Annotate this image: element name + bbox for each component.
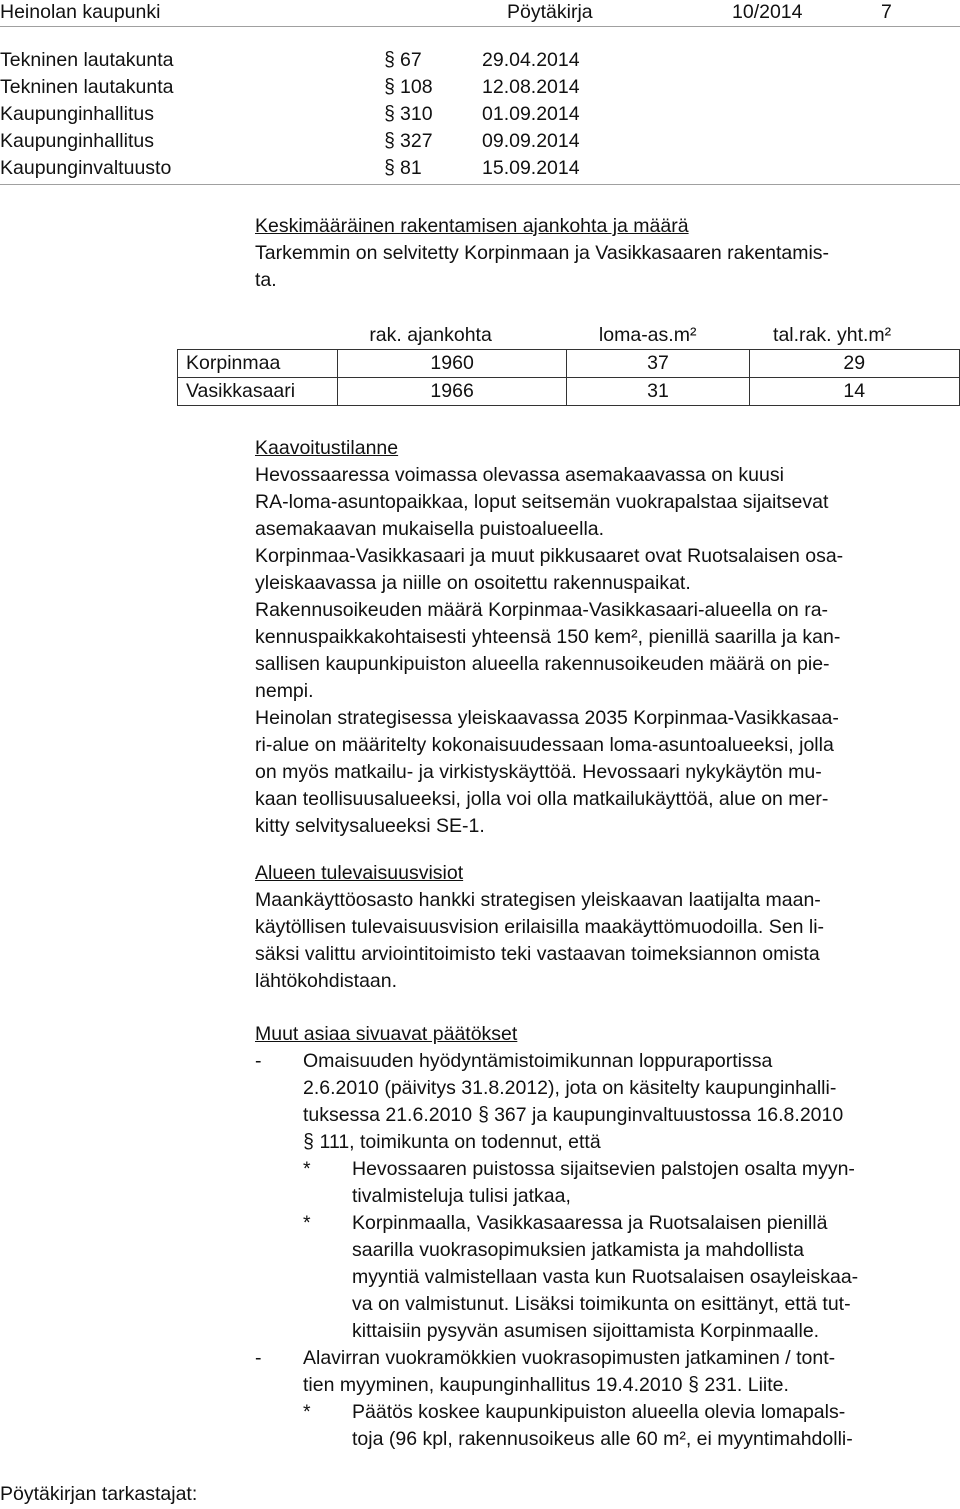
document-type: Pöytäkirja <box>507 1 593 23</box>
history-date: 09.09.2014 <box>482 130 580 152</box>
section-symbol: § <box>688 1374 699 1396</box>
history-section: 108 <box>400 76 433 98</box>
paragraph-line: Rakennusoikeuden määrä Korpinmaa-Vasikkasaari-alueella on ra- <box>255 599 829 621</box>
paragraph-line: säksi valittu arviointitoimisto teki vastaavan toimeksiannon omista <box>255 943 820 965</box>
paragraph-line: Maankäyttöosasto hankki strategisen yleiskaavan laatijalta maan- <box>255 889 821 911</box>
dash-marker: - <box>255 1347 262 1369</box>
construction-section <box>255 214 955 295</box>
paragraph-line: käytöllisen tulevaisuusvision erilaisilla maakäyttömuodoilla. Sen li- <box>255 916 825 938</box>
table-header-row <box>178 322 960 350</box>
table-cell: Vasikkasaari <box>178 378 338 406</box>
list-item-line: tuksessa 21.6.2010 § 367 ja kaupunginvaltuustossa 16.8.2010 <box>303 1104 844 1126</box>
bullet-line: Päätös koskee kaupunkipuiston alueella olevia lomapals- <box>352 1401 846 1423</box>
bullet-line: va on valmistunut. Lisäksi toimikunta on esittänyt, että tut- <box>352 1293 851 1315</box>
paragraph-line: Tarkemmin on selvitetty Korpinmaan ja Vasikkasaaren rakentamis- <box>255 242 830 264</box>
section-title: Keskimääräinen rakentamisen ajankohta ja määrä <box>255 215 689 237</box>
section-title: Muut asiaa sivuavat päätökset <box>255 1023 518 1045</box>
section-symbol: § <box>384 49 395 71</box>
table-header-cell: tal.rak. yht.m² <box>773 324 892 346</box>
section-symbol: § <box>384 103 395 125</box>
paragraph-line: nempi. <box>255 680 314 702</box>
reviewers-label: Pöytäkirjan tarkastajat: <box>0 1483 198 1505</box>
paragraph-line: kennuspaikkakohtaisesti yhteensä 150 kem², pienillä saarilla ja kan- <box>255 626 841 648</box>
vision-section <box>255 861 955 996</box>
paragraph-line: Hevossaaressa voimassa olevassa asemakaavassa on kuusi <box>255 464 784 486</box>
history-row <box>0 156 707 183</box>
table-row <box>178 350 960 378</box>
section-symbol: § <box>303 1131 314 1153</box>
paragraph-line: RA-loma-asuntopaikkaa, loput seitsemän vuokrapalstaa sijaitsevat <box>255 491 829 513</box>
bullet-line: kittaisiin pysyvän asumisen sijoittamista Korpinmaalle. <box>352 1320 820 1342</box>
table-cell: 29 <box>749 350 959 378</box>
header-divider <box>0 26 960 27</box>
history-divider <box>0 184 960 185</box>
table-header-cell: loma-as.m² <box>598 324 697 346</box>
history-body: Kaupunginhallitus <box>0 103 154 125</box>
paragraph-line: kaan teollisuusalueeksi, jolla voi olla matkailukäyttöä, alue on mer- <box>255 788 829 810</box>
table-cell: 1960 <box>337 350 567 378</box>
star-marker: * <box>303 1212 311 1234</box>
bullet-line: tivalmisteluja tulisi jatkaa, <box>352 1185 571 1207</box>
dash-marker: - <box>255 1050 262 1072</box>
history-row <box>0 129 707 156</box>
bullet-line: saarilla vuokrasopimuksien jatkamista ja mahdollista <box>352 1239 804 1261</box>
history-date: 12.08.2014 <box>482 76 580 98</box>
history-body: Kaupunginvaltuusto <box>0 157 172 179</box>
table-header-cell: rak. ajankohta <box>369 324 492 346</box>
history-section: 67 <box>400 49 422 71</box>
paragraph-line: ri-alue on määritelty kokonaisuudessaan loma-asuntoalueeksi, jolla <box>255 734 834 756</box>
list-item-line: § 111, toimikunta on todennut, että <box>303 1131 601 1153</box>
paragraph-line: lähtökohdistaan. <box>255 970 398 992</box>
history-row <box>0 75 707 102</box>
paragraph-line: asemakaavan mukaisella puistoalueella. <box>255 518 605 540</box>
history-date: 01.09.2014 <box>482 103 580 125</box>
section-symbol: § <box>384 130 395 152</box>
section-title: Alueen tulevaisuusvisiot <box>255 862 464 884</box>
history-row <box>0 48 707 75</box>
star-marker: * <box>303 1158 311 1180</box>
table-row <box>178 378 960 406</box>
list-item-line: Alavirran vuokramökkien vuokrasopimusten jatkaminen / tont- <box>303 1347 836 1369</box>
bullet-line: toja (96 kpl, rakennusoikeus alle 60 m², ei myyntimahdolli- <box>352 1428 853 1450</box>
list-item-line: 2.6.2010 (päivitys 31.8.2012), jota on käsitelty kaupunginhalli- <box>303 1077 837 1099</box>
paragraph-line: ta. <box>255 269 277 291</box>
paragraph-line: Korpinmaa-Vasikkasaari ja muut pikkusaaret ovat Ruotsalaisen osa- <box>255 545 844 567</box>
star-marker: * <box>303 1401 311 1423</box>
history-body: Tekninen lautakunta <box>0 76 174 98</box>
page-number: 7 <box>881 1 892 23</box>
history-body: Kaupunginhallitus <box>0 130 154 152</box>
history-section: 327 <box>400 130 433 152</box>
table-cell: 31 <box>567 378 749 406</box>
table-cell: 14 <box>749 378 959 406</box>
paragraph-line: yleiskaavassa ja niille on osoitettu rakennuspaikat. <box>255 572 691 594</box>
history-date: 15.09.2014 <box>482 157 580 179</box>
zoning-section <box>255 436 955 841</box>
page-header <box>0 0 960 26</box>
history-body: Tekninen lautakunta <box>0 49 174 71</box>
bullet-line: myyntiä valmistellaan vasta kun Ruotsalaisen osayleiskaa- <box>352 1266 859 1288</box>
section-symbol: § <box>384 157 395 179</box>
section-symbol: § <box>384 76 395 98</box>
construction-table <box>177 322 960 406</box>
paragraph-line: on myös matkailu- ja virkistyskäyttöä. Hevossaari nykykäytön mu- <box>255 761 822 783</box>
history-row <box>0 102 707 129</box>
list-item-line: Omaisuuden hyödyntämistoimikunnan loppuraportissa <box>303 1050 773 1072</box>
document-number: 10/2014 <box>732 1 803 23</box>
organization-name: Heinolan kaupunki <box>0 1 161 23</box>
table-cell: 1966 <box>337 378 567 406</box>
table-header-cell <box>178 322 338 350</box>
bullet-line: Hevossaaren puistossa sijaitsevien palstojen osalta myyn- <box>352 1158 855 1180</box>
section-symbol: § <box>477 1104 489 1126</box>
paragraph-line: sallisen kaupunkipuiston alueella rakennusoikeuden määrä on pie- <box>255 653 830 675</box>
history-section: 310 <box>400 103 433 125</box>
history-section: 81 <box>400 157 422 179</box>
history-date: 29.04.2014 <box>482 49 580 71</box>
section-title: Kaavoitustilanne <box>255 437 399 459</box>
bullet-line: Korpinmaalla, Vasikkasaaressa ja Ruotsalaisen pienillä <box>352 1212 828 1234</box>
table-cell: Korpinmaa <box>178 350 338 378</box>
list-item-line: tien myyminen, kaupunginhallitus 19.4.2010 § 231. Liite. <box>303 1374 789 1396</box>
table-cell: 37 <box>567 350 749 378</box>
paragraph-line: kitty selvitysalueeksi SE-1. <box>255 815 485 837</box>
paragraph-line: Heinolan strategisessa yleiskaavassa 2035 Korpinmaa-Vasikkasaa- <box>255 707 839 729</box>
